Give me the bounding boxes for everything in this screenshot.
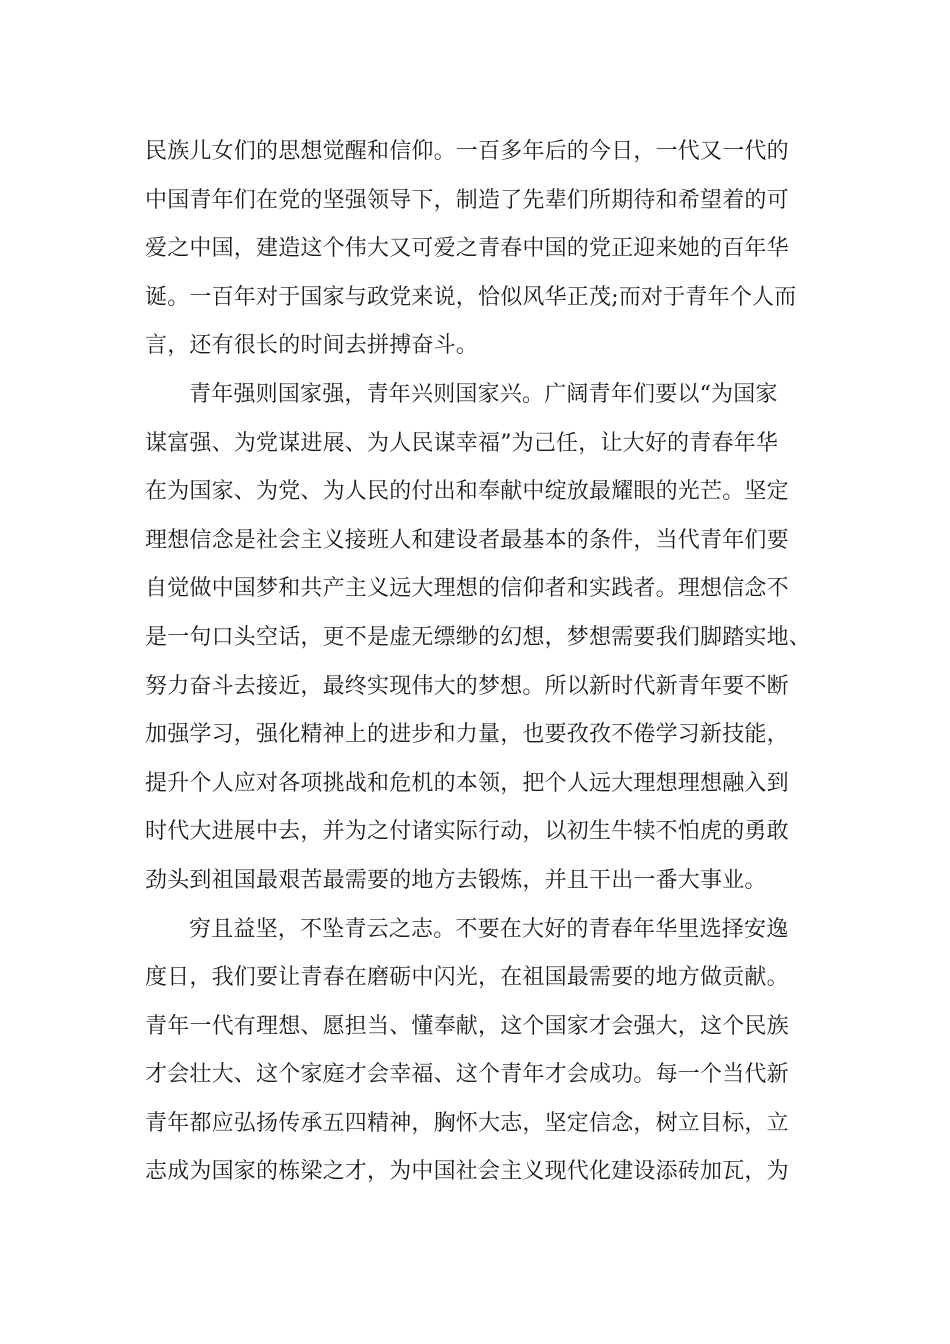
text-line: 言，还有很长的时间去拼搏奋斗。 bbox=[145, 333, 479, 359]
text-line: 爱之中国，建造这个伟大又可爱之青春中国的党正迎来她的百年华 bbox=[145, 236, 789, 262]
text-line: 民族儿女们的思想觉醒和信仰。一百多年后的今日，一代又一代的 bbox=[145, 139, 789, 164]
body-text bbox=[145, 128, 825, 1197]
text-line: 劲头到祖国最艰苦最需要的地方去锻炼，并且干出一番大事业。 bbox=[145, 867, 767, 893]
text-line: 努力奋斗去接近，最终实现伟大的梦想。所以新时代新青年要不断 bbox=[145, 673, 789, 699]
text-line: 诞。一百年对于国家与政党来说，恰似风华正茂;而对于青年个人而 bbox=[145, 284, 797, 310]
text-line: 青年一代有理想、愿担当、懂奉献，这个国家才会强大，这个民族 bbox=[145, 1013, 789, 1039]
text-line: 是一句口头空话，更不是虚无缥缈的幻想，梦想需要我们脚踏实地、 bbox=[145, 624, 812, 650]
text-line: 时代大进展中去，并为之付诸实际行动，以初生牛犊不怕虎的勇敢 bbox=[145, 819, 789, 845]
text-line: 加强学习，强化精神上的进步和力量，也要孜孜不倦学习新技能， bbox=[145, 722, 789, 748]
text-line: 提升个人应对各项挑战和危机的本领，把个人远大理想理想融入到 bbox=[145, 770, 789, 796]
paragraph-start-line: 穷且益坚，不坠青云之志。不要在大好的青春年华里选择安逸 bbox=[189, 916, 789, 942]
text-line: 青年都应弘扬传承五四精神，胸怀大志，坚定信念，树立目标，立 bbox=[145, 1110, 789, 1136]
text-line: 志成为国家的栋梁之才，为中国社会主义现代化建设添砖加瓦，为 bbox=[145, 1159, 789, 1185]
text-line: 在为国家、为党、为人民的付出和奉献中绽放最耀眼的光芒。坚定 bbox=[145, 479, 789, 505]
text-line: 才会壮大、这个家庭才会幸福、这个青年才会成功。每一个当代新 bbox=[145, 1062, 789, 1088]
text-line: 度日，我们要让青春在磨砺中闪光，在祖国最需要的地方做贡献。 bbox=[145, 965, 789, 991]
text-line: 自觉做中国梦和共产主义远大理想的信仰者和实践者。理想信念不 bbox=[145, 576, 789, 602]
text-line: 理想信念是社会主义接班人和建设者最基本的条件，当代青年们要 bbox=[145, 527, 789, 553]
text-line: 谋富强、为党谋进展、为人民谋幸福”为己任，让大好的青春年华 bbox=[145, 430, 779, 456]
paragraph-start-line: 青年强则国家强，青年兴则国家兴。广阔青年们要以“为国家 bbox=[189, 381, 778, 407]
text-line: 中国青年们在党的坚强领导下，制造了先辈们所期待和希望着的可 bbox=[145, 187, 789, 213]
